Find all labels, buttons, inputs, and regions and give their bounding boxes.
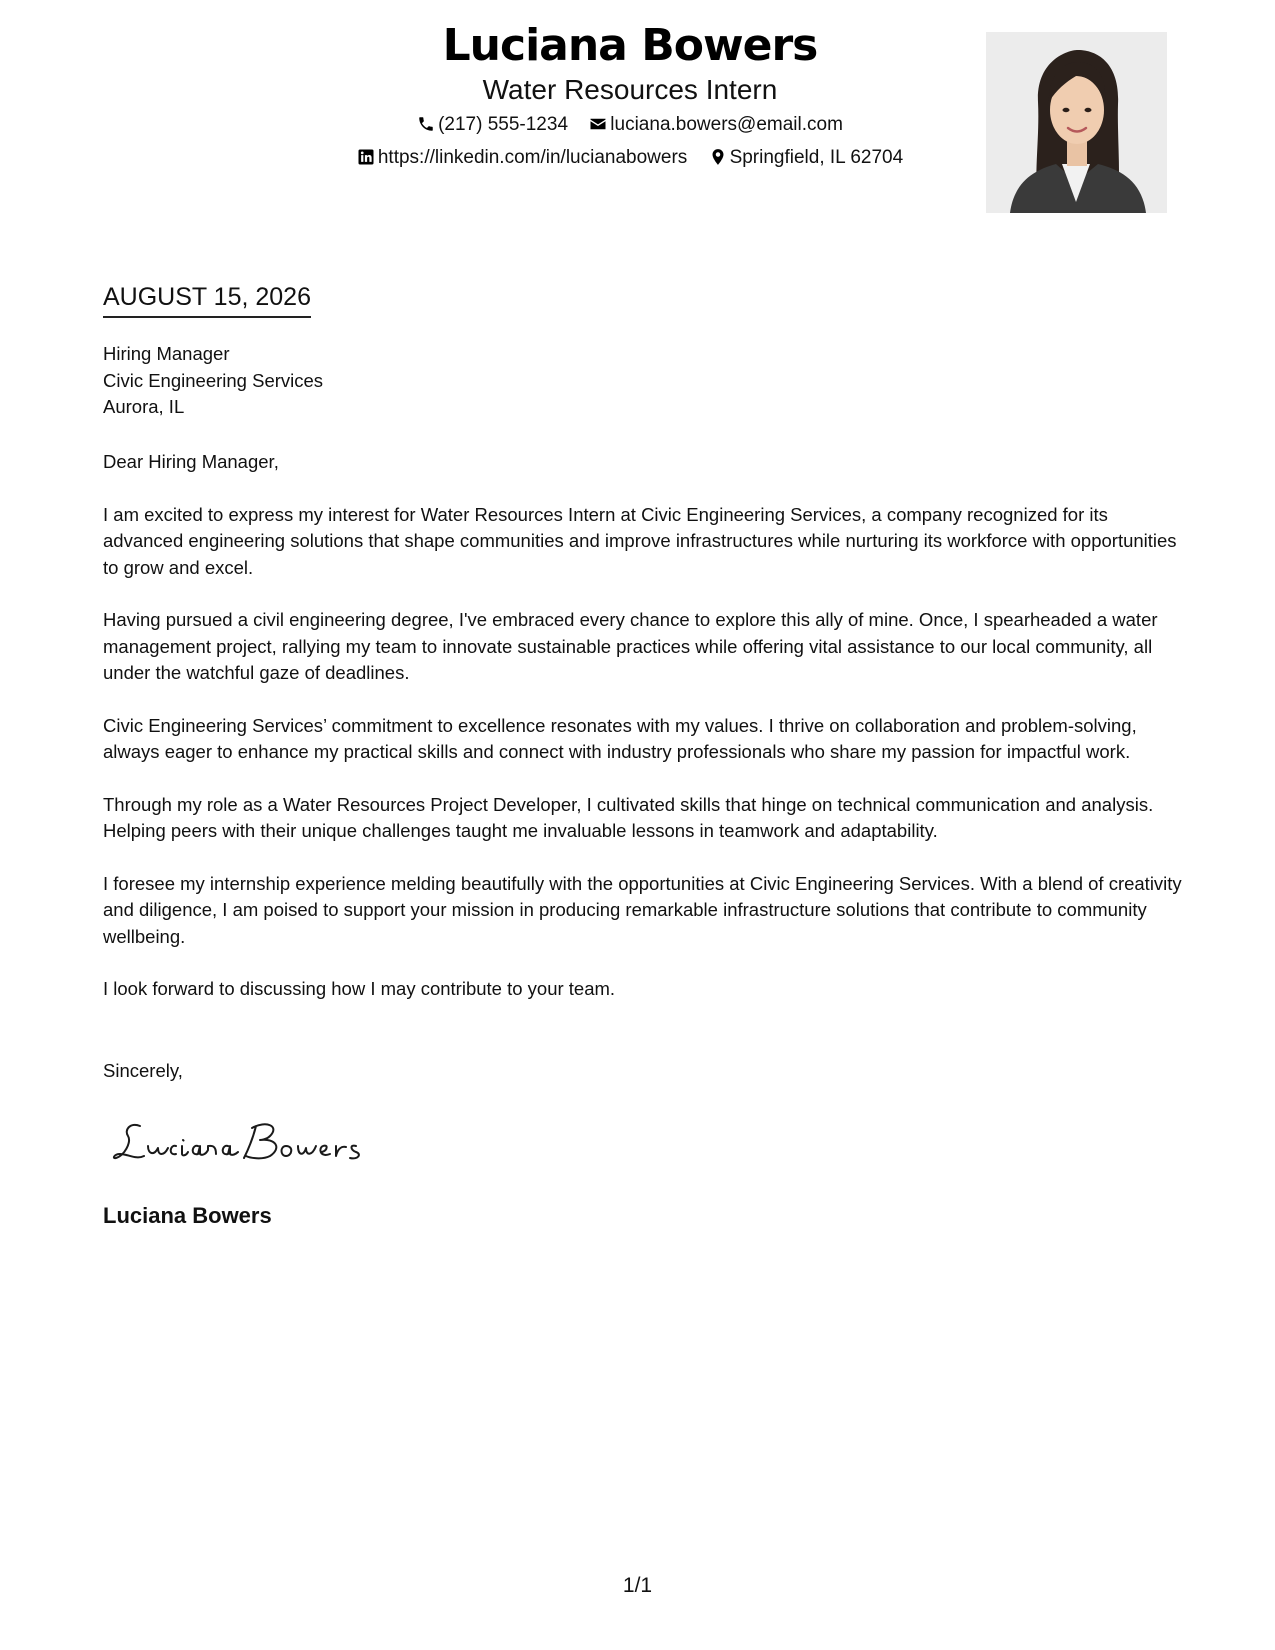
linkedin-icon	[357, 148, 375, 166]
contact-location	[709, 145, 904, 171]
closing-text: Sincerely,	[103, 1060, 183, 1081]
body-paragraph-6: I look forward to discussing how I may contribute to your team.	[103, 978, 616, 999]
contact-email[interactable]	[589, 112, 843, 138]
contact-phone	[417, 112, 568, 138]
recipient-title: Hiring Manager	[103, 343, 230, 364]
letter-body	[103, 449, 1183, 1029]
recipient-company: Civic Engineering Services	[103, 369, 324, 391]
body-paragraph-2: Having pursued a civil engineering degree, I've embraced every chance to explore this ally of mine. Once, I spearheaded a water management project, rallying my team to innovate sustainable practices while offering vital assistance to our local community, all under the watchful gaze of deadlines.	[103, 609, 1158, 683]
body-paragraph-4: Through my role as a Water Resources Project Developer, I cultivated skills that hinge on technical communication and analysis. Helping peers with their unique challenges taught me invaluable lessons in teamwork and adaptability.	[103, 793, 1154, 841]
recipient-location: Aurora, IL	[103, 396, 185, 417]
body-paragraph-3: Civic Engineering Services’ commitment to excellence resonates with my values. I thrive on collaboration and problem-solving, always eager to enhance my practical skills and connect with industry professionals who share my passion for impactful work.	[103, 714, 1137, 762]
applicant-job-title: Water Resources Intern	[482, 74, 778, 105]
profile-photo	[986, 32, 1167, 213]
contact-linkedin[interactable]	[357, 145, 687, 171]
location-text: Springfield, IL 62704	[729, 147, 904, 168]
email-address[interactable]: luciana.bowers@email.com	[610, 114, 843, 135]
phone-number: (217) 555-1234	[438, 114, 569, 135]
letter-header	[0, 0, 1275, 220]
salutation: Dear Hiring Manager,	[103, 451, 279, 472]
linkedin-url[interactable]: https://linkedin.com/in/lucianabowers	[377, 147, 688, 168]
handwritten-signature	[110, 1112, 370, 1172]
letter-date: AUGUST 15, 2026	[103, 280, 311, 318]
envelope-icon	[589, 115, 607, 133]
phone-icon	[417, 115, 435, 133]
body-paragraph-1: I am excited to express my interest for Water Resources Intern at Civic Engineering Services, a company recognized for its advanced engineering solutions that shape communities and improve infrastructures while nurturing its workforce with opportunities to grow and excel.	[103, 503, 1177, 578]
page-number: 1/1	[622, 1574, 653, 1597]
map-pin-icon	[709, 148, 727, 166]
applicant-name: Luciana Bowers	[442, 20, 818, 71]
body-paragraph-5: I foresee my internship experience melding beautifully with the opportunities at Civic Engineering Services. With a blend of creativity and diligence, I am poised to support your mission in producing remarkable infrastructure solutions that contribute to community wellbeing.	[103, 872, 1182, 947]
signer-name: Luciana Bowers	[103, 1203, 272, 1228]
recipient-block	[103, 341, 323, 421]
